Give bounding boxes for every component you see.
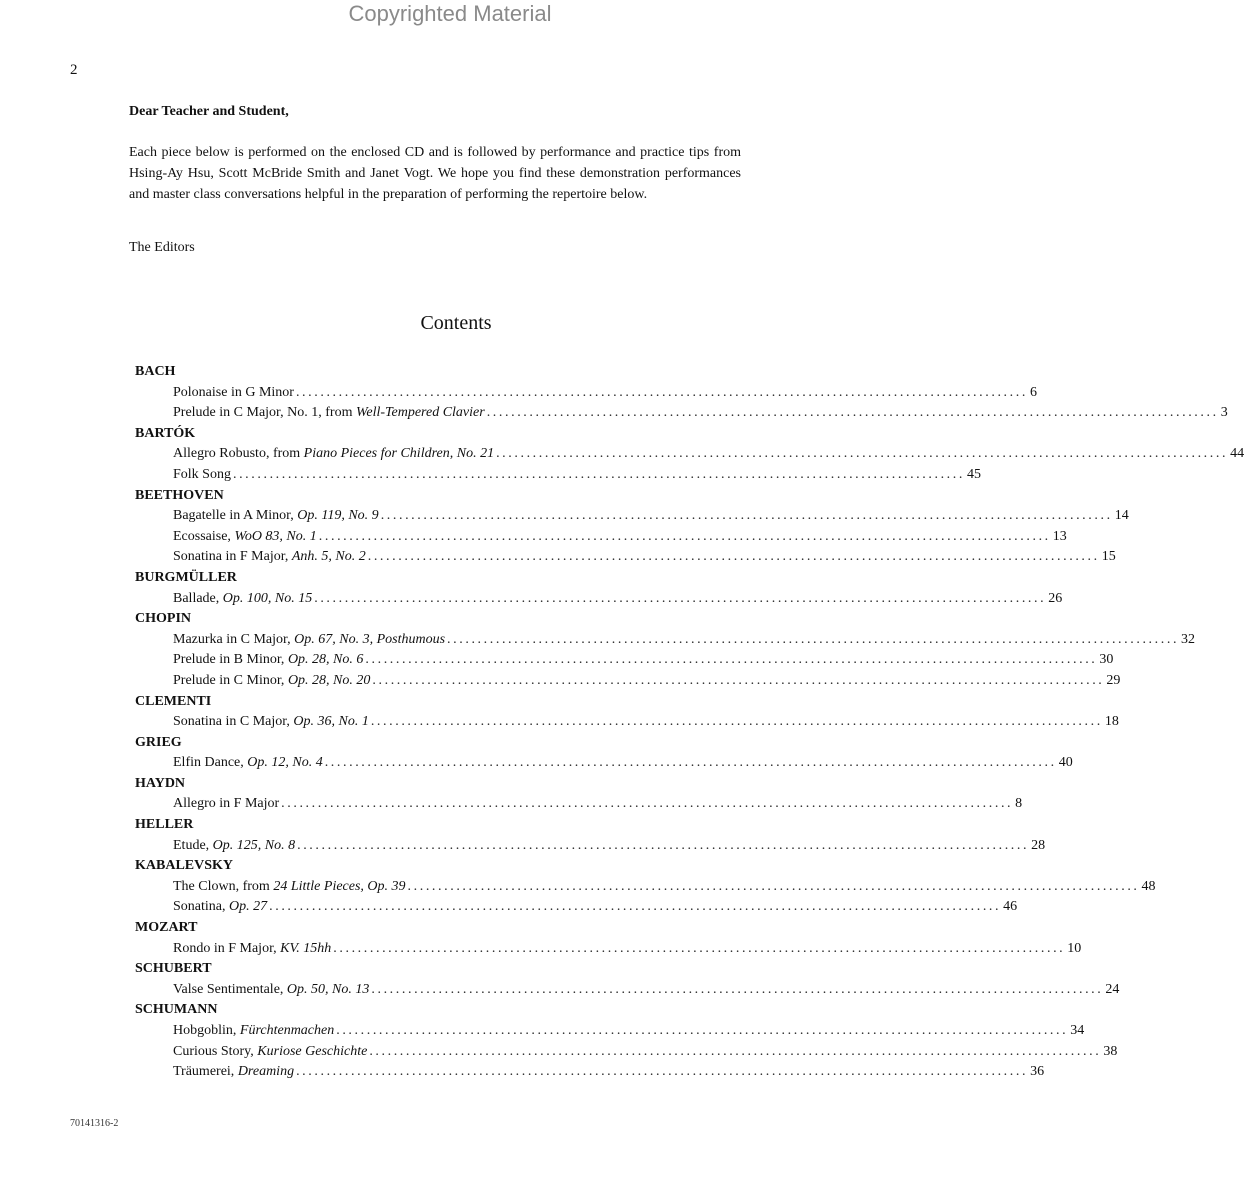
dot-leader: ........................................................................................................................ bbox=[371, 981, 1104, 997]
toc-entry bbox=[135, 980, 1120, 1001]
piece-title bbox=[173, 939, 331, 960]
piece-title-italic: Op. 50, No. 13 bbox=[286, 981, 370, 997]
toc-entry bbox=[135, 897, 1018, 918]
toc-entry bbox=[135, 939, 1082, 960]
piece-title-italic: Op. 28, No. 20 bbox=[287, 672, 371, 688]
piece-title bbox=[173, 1062, 294, 1083]
toc-entry bbox=[135, 836, 1046, 857]
dot-leader: ........................................................................................................................ bbox=[369, 1043, 1102, 1059]
piece-title-italic: Dreaming bbox=[237, 1064, 295, 1080]
piece-page-number: 24 bbox=[1105, 981, 1120, 997]
toc-entry bbox=[135, 465, 981, 486]
piece-title-text: Hobgoblin, bbox=[173, 1023, 240, 1038]
composer-heading: SCHUMANN bbox=[135, 1002, 218, 1018]
dot-leader: ........................................................................................................................ bbox=[318, 528, 1051, 544]
piece-title-text: Ecossaise, bbox=[173, 528, 235, 544]
piece-title-italic: KV. 15hh bbox=[280, 940, 332, 956]
piece-title-italic: WoO 83, No. 1 bbox=[234, 528, 317, 544]
piece-title-text: Allegro in F Major bbox=[173, 796, 280, 812]
toc-entry bbox=[135, 547, 1116, 568]
piece-title-italic: Op. 125, No. 8 bbox=[212, 837, 296, 853]
composer-heading: CLEMENTI bbox=[135, 693, 212, 709]
piece-title bbox=[173, 403, 485, 424]
piece-title-italic: Fürchtenmachen bbox=[239, 1023, 335, 1038]
toc-entry bbox=[135, 1021, 1085, 1042]
piece-title-italic: Anh. 5, No. 2 bbox=[291, 549, 366, 565]
piece-title-italic: Op. 36, No. 1 bbox=[293, 714, 369, 730]
piece-title-text: The Clown, from bbox=[173, 878, 274, 894]
piece-page-number: 38 bbox=[1103, 1043, 1118, 1059]
table-of-contents bbox=[135, 362, 1244, 1083]
piece-title-text: Folk Song bbox=[173, 466, 231, 482]
toc-entry bbox=[135, 753, 1073, 774]
letter-body: Each piece below is performed on the enclosed CD and is followed by performance and practice tips from Hsing-Ay Hsu, Scott McBride Smith and Janet Vogt. We hope you find these demonstration performances and master class conversations helpful in the preparation of performing the repertoire below. bbox=[129, 145, 741, 202]
piece-title-text: Träumerei, bbox=[173, 1064, 238, 1080]
toc-entry bbox=[135, 650, 1114, 671]
dot-leader: ........................................................................................................................ bbox=[372, 672, 1105, 688]
piece-title bbox=[173, 980, 369, 1001]
piece-title-italic: Op. 100, No. 15 bbox=[222, 590, 313, 606]
piece-title bbox=[173, 836, 295, 857]
dot-leader: ........................................................................................................................ bbox=[370, 714, 1103, 730]
piece-title bbox=[173, 547, 366, 568]
piece-title bbox=[173, 1042, 367, 1063]
piece-title-text: Sonatina in C Major, bbox=[173, 714, 294, 730]
piece-page-number: 44 bbox=[1230, 446, 1244, 462]
letter-greeting: Dear Teacher and Student, bbox=[129, 104, 289, 119]
piece-title bbox=[173, 794, 279, 815]
dot-leader: ........................................................................................................................ bbox=[232, 466, 965, 482]
copyright-watermark: Copyrighted Material bbox=[348, 1, 552, 26]
piece-page-number: 3 bbox=[1220, 405, 1228, 421]
toc-entry bbox=[135, 589, 1063, 610]
piece-page-number: 26 bbox=[1048, 590, 1063, 606]
piece-page-number: 18 bbox=[1104, 714, 1119, 730]
toc-entry bbox=[135, 383, 1037, 404]
piece-title-text: Mazurka in C Major, bbox=[173, 631, 295, 647]
piece-page-number: 15 bbox=[1101, 549, 1116, 565]
composer-heading: HELLER bbox=[135, 817, 194, 833]
toc-entry bbox=[135, 630, 1196, 651]
piece-title-italic: Kuriose Geschichte bbox=[257, 1043, 368, 1059]
composer-heading: GRIEG bbox=[135, 734, 182, 750]
piece-title bbox=[173, 671, 370, 692]
piece-title bbox=[173, 650, 363, 671]
piece-title-text: Allegro Robusto, from bbox=[173, 446, 304, 462]
piece-page-number: 36 bbox=[1030, 1064, 1045, 1080]
piece-page-number: 29 bbox=[1106, 672, 1121, 688]
toc-entry bbox=[135, 527, 1067, 548]
piece-page-number: 40 bbox=[1058, 755, 1073, 771]
dot-leader: ........................................................................................................................ bbox=[336, 1023, 1069, 1038]
piece-title-italic: Piano Pieces for Children, No. 21 bbox=[303, 446, 495, 462]
letter-signoff: The Editors bbox=[129, 240, 195, 255]
toc-entry bbox=[135, 794, 1023, 815]
piece-page-number: 13 bbox=[1052, 528, 1067, 544]
piece-title bbox=[173, 877, 406, 898]
piece-page-number: 32 bbox=[1181, 631, 1196, 647]
piece-title-text: Polonaise in G Minor bbox=[173, 384, 294, 400]
piece-title-italic: Op. 67, No. 3, Posthumous bbox=[294, 631, 446, 647]
piece-title bbox=[173, 527, 317, 548]
piece-page-number: 28 bbox=[1031, 837, 1046, 853]
toc-entry bbox=[135, 712, 1119, 733]
piece-title-italic: 24 Little Pieces, Op. 39 bbox=[273, 878, 406, 894]
piece-page-number: 34 bbox=[1070, 1023, 1085, 1038]
toc-entry bbox=[135, 444, 1244, 465]
dot-leader: ........................................................................................................................ bbox=[295, 384, 1028, 400]
dot-leader: ........................................................................................................................ bbox=[324, 755, 1057, 771]
piece-title bbox=[173, 444, 494, 465]
piece-title bbox=[173, 1021, 334, 1042]
piece-page-number: 14 bbox=[1114, 508, 1129, 524]
piece-title-text: Rondo in F Major, bbox=[173, 940, 281, 956]
toc-entry bbox=[135, 1062, 1045, 1083]
page-number: 2 bbox=[70, 62, 78, 78]
dot-leader: ........................................................................................................................ bbox=[496, 446, 1229, 462]
piece-title-text: Sonatina, bbox=[173, 899, 229, 915]
piece-page-number: 30 bbox=[1099, 652, 1114, 668]
dot-leader: ........................................................................................................................ bbox=[314, 590, 1047, 606]
piece-title bbox=[173, 589, 312, 610]
piece-title bbox=[173, 897, 267, 918]
toc-entry bbox=[135, 403, 1228, 424]
piece-title-text: Etude, bbox=[173, 837, 213, 853]
piece-title bbox=[173, 753, 323, 774]
piece-title-italic: Op. 27 bbox=[229, 899, 268, 915]
toc-entry bbox=[135, 506, 1129, 527]
catalog-number: 70141316-2 bbox=[70, 1118, 119, 1129]
piece-page-number: 10 bbox=[1067, 940, 1082, 956]
dot-leader: ........................................................................................................................ bbox=[297, 837, 1030, 853]
dot-leader: ........................................................................................................................ bbox=[407, 878, 1140, 894]
piece-title-text: Ballade, bbox=[173, 590, 223, 606]
composer-heading: BEETHOVEN bbox=[135, 487, 224, 503]
piece-page-number: 45 bbox=[966, 466, 981, 482]
dot-leader: ........................................................................................................................ bbox=[281, 796, 1014, 812]
toc-entry bbox=[135, 877, 1156, 898]
piece-title-italic: Well-Tempered Clavier bbox=[355, 405, 485, 421]
dot-leader: ........................................................................................................................ bbox=[365, 652, 1098, 668]
composer-heading: MOZART bbox=[135, 920, 198, 936]
dot-leader: ........................................................................................................................ bbox=[269, 899, 1002, 915]
composer-heading: HAYDN bbox=[135, 775, 186, 791]
piece-page-number: 48 bbox=[1141, 878, 1156, 894]
piece-page-number: 6 bbox=[1029, 384, 1037, 400]
piece-title bbox=[173, 383, 294, 404]
dot-leader: ........................................................................................................................ bbox=[447, 631, 1180, 647]
piece-title-text: Elfin Dance, bbox=[173, 755, 248, 771]
composer-heading: BARTÓK bbox=[135, 425, 196, 441]
piece-page-number: 46 bbox=[1003, 899, 1018, 915]
piece-title-text: Prelude in C Minor, bbox=[173, 672, 288, 688]
piece-title-text: Curious Story, bbox=[173, 1043, 258, 1059]
toc-entry bbox=[135, 1042, 1118, 1063]
piece-title-text: Prelude in C Major, No. 1, from bbox=[173, 405, 356, 421]
composer-heading: KABALEVSKY bbox=[135, 858, 234, 874]
piece-title bbox=[173, 630, 445, 651]
piece-title-italic: Op. 12, No. 4 bbox=[247, 755, 323, 771]
composer-heading: BACH bbox=[135, 364, 176, 379]
piece-title bbox=[173, 506, 379, 527]
piece-title-italic: Op. 119, No. 9 bbox=[297, 508, 379, 524]
dot-leader: ........................................................................................................................ bbox=[333, 940, 1066, 956]
dot-leader: ........................................................................................................................ bbox=[486, 405, 1219, 421]
piece-title bbox=[173, 465, 231, 486]
toc-entry bbox=[135, 671, 1121, 692]
contents-heading: Contents bbox=[420, 312, 492, 334]
composer-heading: CHOPIN bbox=[135, 611, 191, 627]
composer-heading: BURGMÜLLER bbox=[135, 569, 237, 585]
piece-title bbox=[173, 712, 369, 733]
piece-title-text: Sonatina in F Major, bbox=[173, 549, 292, 565]
dot-leader: ........................................................................................................................ bbox=[380, 508, 1113, 524]
piece-title-text: Prelude in B Minor, bbox=[173, 652, 288, 668]
dot-leader: ........................................................................................................................ bbox=[367, 549, 1100, 565]
composer-heading: SCHUBERT bbox=[135, 961, 212, 977]
piece-title-text: Bagatelle in A Minor, bbox=[173, 508, 298, 524]
piece-page-number: 8 bbox=[1015, 796, 1023, 812]
piece-title-text: Valse Sentimentale, bbox=[173, 981, 287, 997]
dot-leader: ........................................................................................................................ bbox=[296, 1064, 1029, 1080]
piece-title-italic: Op. 28, No. 6 bbox=[287, 652, 364, 668]
